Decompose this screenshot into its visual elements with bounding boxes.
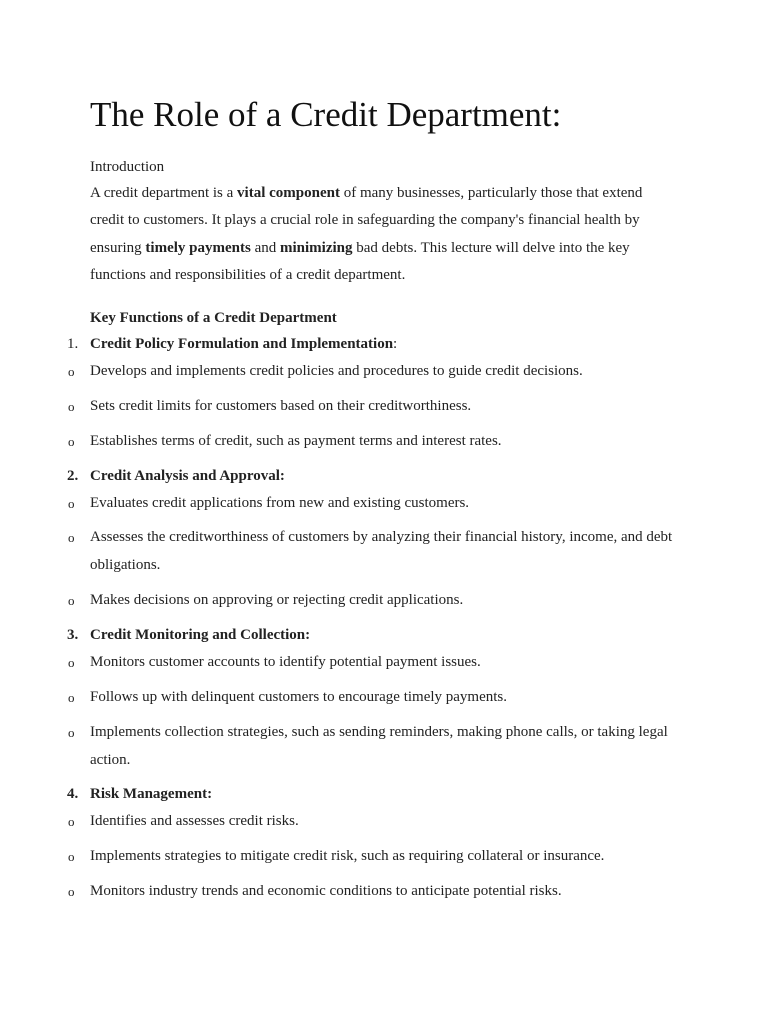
list-number: 3. xyxy=(67,627,79,643)
intro-bold-2: timely payments xyxy=(145,239,251,256)
function-title: Credit Monitoring and Collection: xyxy=(90,627,311,643)
list-item-text: Develops and implements credit policies and procedures to guide credit decisions. xyxy=(90,363,583,379)
list-number: 4. xyxy=(67,786,79,802)
bullet-marker: o xyxy=(68,849,75,864)
list-item-text: Monitors customer accounts to identify potential payment issues. xyxy=(90,654,481,670)
bullet-marker: o xyxy=(68,593,75,608)
list-item-text: Implements collection strategies, such as sending reminders, making phone calls, or taking legal action. xyxy=(90,724,668,768)
intro-text-4: bad debts. This lecture will delve into the key functions and responsibilities of a credit department. xyxy=(90,239,630,283)
bullet-marker: o xyxy=(68,530,75,545)
bullet-marker: o xyxy=(68,814,75,829)
function-title-suffix: : xyxy=(393,336,398,352)
document-title: The Role of a Credit Department: xyxy=(90,95,562,134)
list-item-text: Assesses the creditworthiness of customers by analyzing their financial history, income, and debt obligations. xyxy=(90,529,673,573)
function-title-text: Credit Policy Formulation and Implementation xyxy=(90,336,394,352)
intro-bold-1: vital component xyxy=(237,185,340,201)
intro-paragraph xyxy=(90,180,680,289)
bullet-marker: o xyxy=(68,434,75,449)
bullet-marker: o xyxy=(68,655,75,670)
bullet-marker: o xyxy=(68,725,75,740)
intro-text-2: of many businesses, particularly those that extend credit to customers. It plays a crucial role in safeguarding the company's financial health by ensuring xyxy=(90,185,643,256)
intro-text-3: and xyxy=(250,239,280,256)
list-item-text: Sets credit limits for customers based on their creditworthiness. xyxy=(90,398,472,414)
bullet-marker: o xyxy=(68,496,75,511)
list-item-text: Makes decisions on approving or rejecting credit applications. xyxy=(90,592,464,608)
list-item-text: Monitors industry trends and economic conditions to anticipate potential risks. xyxy=(90,883,562,899)
intro-text-1: A credit department is a xyxy=(90,185,238,201)
list-item-text: Follows up with delinquent customers to encourage timely payments. xyxy=(90,689,508,705)
function-title: Risk Management: xyxy=(90,786,213,802)
intro-bold-3: minimizing xyxy=(280,239,353,256)
bullet-marker: o xyxy=(68,364,75,379)
list-item-text: Evaluates credit applications from new and existing customers. xyxy=(90,495,470,511)
bullet-marker: o xyxy=(68,399,75,414)
list-item-text: Identifies and assesses credit risks. xyxy=(90,813,299,829)
bullet-marker: o xyxy=(68,690,75,705)
section-heading: Key Functions of a Credit Department xyxy=(90,310,337,326)
list-number: 2. xyxy=(67,468,79,484)
list-number: 1. xyxy=(67,336,79,352)
intro-heading: Introduction xyxy=(90,159,165,175)
function-title xyxy=(90,331,680,359)
function-title: Credit Analysis and Approval: xyxy=(90,468,285,484)
list-item-text: Implements strategies to mitigate credit risk, such as requiring collateral or insurance. xyxy=(90,848,605,864)
bullet-marker: o xyxy=(68,884,75,899)
list-item-text: Establishes terms of credit, such as payment terms and interest rates. xyxy=(90,433,502,449)
